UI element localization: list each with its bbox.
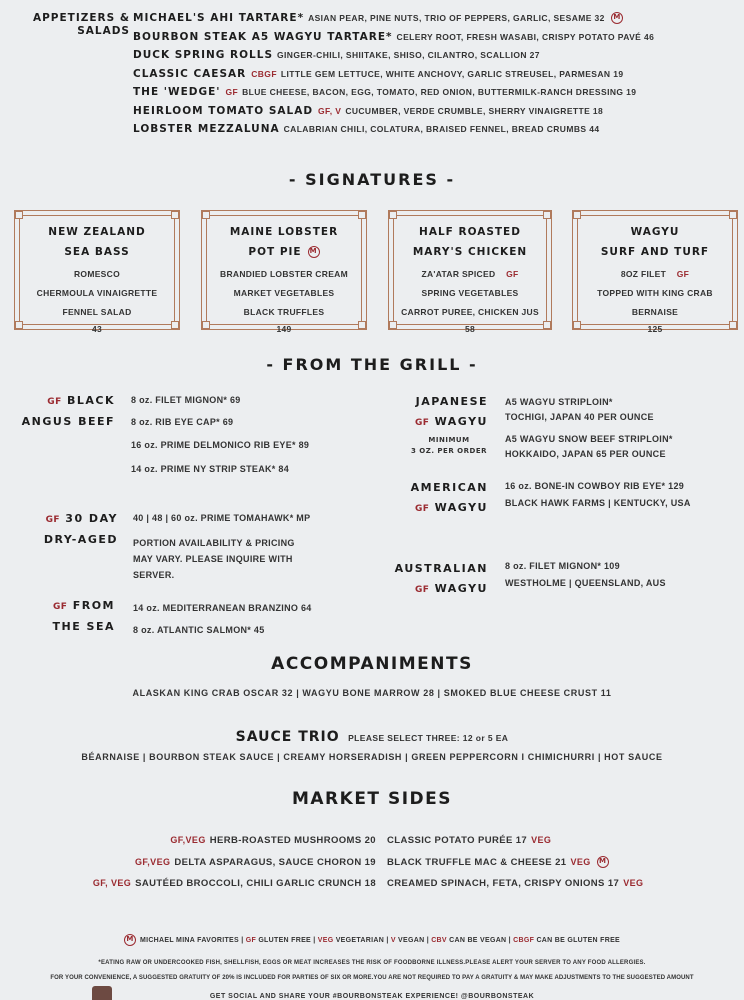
- american-h1: AMERICAN: [410, 481, 488, 494]
- grill-item: BLACK HAWK FARMS | KENTUCKY, USA: [505, 498, 691, 508]
- appetizer-name: LOBSTER MEZZALUNA: [133, 123, 280, 135]
- accompaniments-line: ALASKAN KING CRAB OSCAR 32 | WAGYU BONE MARROW 28 | SMOKED BLUE CHEESE CRUST 11: [132, 688, 612, 698]
- legend-label: MICHAEL MINA FAVORITES: [139, 936, 239, 944]
- per-order-note: 3 OZ. PER ORDER: [411, 447, 487, 455]
- side-name: CLASSIC POTATO PURÉE 17: [387, 835, 528, 846]
- signature-detail: 8OZ FILET GF: [620, 269, 690, 279]
- australian-wagyu-heading: [370, 559, 488, 600]
- signature-detail: ZA'ATAR SPICED GF: [421, 269, 519, 279]
- black-angus-h2: ANGUS BEEF: [21, 415, 115, 428]
- signature-card: [388, 210, 552, 334]
- appetizer-item: [133, 12, 733, 31]
- sauce-trio-line: BÉARNAISE | BOURBON STEAK SAUCE | CREAMY HORSERADISH | GREEN PEPPERCORN I CHIMICHURRI | HOT SAUCE: [81, 752, 663, 762]
- signature-card-inner: [206, 215, 362, 334]
- grill-item: 16 oz. BONE-IN COWBOY RIB EYE* 129: [505, 481, 685, 491]
- grill-item: 8 oz. ATLANTIC SALMON* 45: [133, 625, 265, 635]
- card-corner-ornament: [573, 321, 581, 329]
- diet-tag: CBGF: [251, 68, 277, 79]
- grill-item: 8 oz. FILET MIGNON* 69: [131, 395, 241, 405]
- legend: [0, 934, 744, 946]
- appetizers-heading: [18, 12, 130, 38]
- sauce-trio-heading: [0, 728, 744, 746]
- legend-separator: |: [384, 936, 391, 944]
- raw-food-warning: *EATING RAW OR UNDERCOOKED FISH, SHELLFISH, EGGS OR MEAT INCREASES THE RISK OF FOODBORNE ILLNESS.PLEASE ALERT YOUR SERVER TO ANY FOOD ALLERGIES.: [98, 960, 646, 966]
- grill-item: 8 oz. RIB EYE CAP* 69: [131, 416, 234, 427]
- minimum-note: MINIMUM: [428, 436, 470, 444]
- signature-detail: FENNEL SALAD: [62, 307, 132, 317]
- from-sea-h2: THE SEA: [52, 620, 115, 633]
- side-item: [40, 852, 376, 874]
- card-corner-ornament: [729, 321, 737, 329]
- signatures-title: - SIGNATURES -: [288, 170, 456, 189]
- gratuity-note: FOR YOUR CONVENIENCE, A SUGGESTED GRATUITY OF 20% IS INCLUDED FOR PARTIES OF SIX OR MORE.YOU ARE NOT REQUIRED TO PAY A GRATUITY & MAY MAKE ADJUSTMENTS TO THE SUGGESTED AMOUNT: [50, 975, 694, 981]
- signature-price: 149: [276, 324, 292, 334]
- signature-card: [201, 210, 367, 334]
- gf-tag: GF: [414, 418, 430, 428]
- diet-tag: GF,VEG: [134, 856, 171, 867]
- sauce-trio-note: PLEASE SELECT THREE: 12 or 5 EA: [348, 733, 509, 743]
- grill-item: A5 WAGYU STRIPLOIN*: [505, 397, 613, 407]
- card-corner-ornament: [171, 321, 179, 329]
- appetizer-name: DUCK SPRING ROLLS: [133, 49, 274, 61]
- legend-label: GLUTEN FREE: [258, 936, 312, 944]
- signature-title: MARY'S CHICKEN: [412, 246, 528, 258]
- signature-price: 43: [91, 324, 103, 334]
- gf-tag: GF: [674, 269, 690, 279]
- market-sides-left: [40, 830, 376, 895]
- side-item: [40, 830, 376, 852]
- signature-detail: TOPPED WITH KING CRAB: [597, 288, 713, 298]
- appetizer-name: MICHAEL'S AHI TARTARE*: [133, 12, 305, 24]
- diet-tag: GF: [225, 87, 239, 97]
- appetizer-description: ASIAN PEAR, PINE NUTS, TRIO OF PEPPERS, GARLIC, SESAME 32: [308, 13, 605, 23]
- signature-title: MAINE LOBSTER: [229, 226, 339, 238]
- signature-detail: BERNAISE: [631, 307, 679, 317]
- grill-item: HOKKAIDO, JAPAN 65 PER OUNCE: [505, 449, 666, 459]
- market-sides-title: MARKET SIDES: [291, 789, 452, 809]
- from-sea-heading: [10, 596, 115, 637]
- signature-title: POT PIE M: [207, 242, 361, 262]
- american-wagyu-heading: [380, 478, 488, 519]
- grill-item: 16 oz. PRIME DELMONICO RIB EYE* 89: [131, 440, 310, 450]
- michael-mina-logo-icon: M: [124, 934, 136, 946]
- black-angus-heading: [10, 391, 115, 432]
- appetizer-description: CUCUMBER, VERDE CRUMBLE, SHERRY VINAIGRETTE 18: [345, 105, 604, 116]
- appetizer-description: CELERY ROOT, FRESH WASABI, CRISPY POTATO PAVÉ 46: [396, 31, 655, 42]
- grill-note: PORTION AVAILABILITY & PRICING: [133, 538, 295, 548]
- appetizer-name: BOURBON STEAK A5 WAGYU TARTARE*: [133, 30, 393, 43]
- diet-tag: GF, VEG: [92, 878, 132, 888]
- signature-price: 58: [464, 324, 476, 334]
- market-sides-right: [387, 830, 727, 895]
- side-name: SAUTÉED BROCCOLI, CHILI GARLIC CRUNCH 18: [135, 878, 376, 889]
- american-h2: WAGYU: [434, 501, 488, 514]
- appetizer-item: [133, 49, 733, 68]
- grill-item: 40 | 48 | 60 oz. PRIME TOMAHAWK* MP: [133, 513, 311, 523]
- japanese-wagyu-heading: [380, 392, 488, 457]
- card-corner-ornament: [15, 321, 23, 329]
- side-item: [387, 873, 727, 895]
- card-corner-ornament: [171, 211, 179, 219]
- card-corner-ornament: [202, 211, 210, 219]
- side-name: DELTA ASPARAGUS, SAUCE CHORON 19: [174, 856, 376, 868]
- dry-aged-items: [133, 510, 310, 583]
- australian-h1: AUSTRALIAN: [394, 562, 488, 575]
- card-corner-ornament: [202, 321, 210, 329]
- grill-item: 14 oz. MEDITERRANEAN BRANZINO 64: [133, 603, 312, 613]
- appetizer-name: HEIRLOOM TOMATO SALAD: [133, 104, 314, 117]
- legend-separator: |: [424, 936, 432, 944]
- signature-title: SEA BASS: [64, 246, 130, 258]
- side-item: [387, 852, 727, 874]
- legend-label: CAN BE VEGAN: [449, 936, 507, 944]
- card-corner-ornament: [573, 211, 581, 219]
- card-corner-ornament: [15, 211, 23, 219]
- appetizer-description: BLUE CHEESE, BACON, EGG, TOMATO, RED ONION, BUTTERMILK-RANCH DRESSING 19: [242, 87, 637, 97]
- dry-aged-h2: DRY-AGED: [43, 533, 118, 546]
- gf-tag: GF: [45, 515, 60, 525]
- grill-item: A5 WAGYU SNOW BEEF STRIPLOIN*: [505, 434, 673, 444]
- signature-card-inner: [393, 215, 547, 334]
- appetizer-item: [133, 123, 733, 142]
- japanese-wagyu-items: [505, 395, 673, 462]
- gf-tag: GF: [414, 585, 430, 595]
- gf-tag: GF: [47, 397, 62, 407]
- black-angus-h1: BLACK: [66, 394, 115, 407]
- appetizer-description: GINGER-CHILI, SHIITAKE, SHISO, CILANTRO, SCALLION 27: [277, 50, 540, 60]
- appetizers-list: [133, 12, 733, 142]
- from-sea-items: [133, 597, 312, 641]
- appetizer-item: [133, 86, 733, 105]
- gf-tag: GF: [503, 269, 519, 279]
- signature-detail: CARROT PUREE, CHICKEN JUS: [401, 307, 539, 317]
- australian-h2: WAGYU: [434, 582, 488, 595]
- diet-tag: VEG: [531, 835, 552, 845]
- appetizer-name: CLASSIC CAESAR: [133, 67, 247, 80]
- gf-tag: GF: [53, 602, 68, 612]
- side-name: CREAMED SPINACH, FETA, CRISPY ONIONS 17: [387, 878, 620, 889]
- legend-tag: VEG: [317, 936, 336, 944]
- legend-separator: |: [238, 936, 246, 944]
- american-wagyu-items: [505, 478, 691, 512]
- legend-separator: |: [506, 936, 514, 944]
- signature-price: 125: [647, 324, 663, 334]
- legend-tag: CBGF: [513, 936, 537, 944]
- side-item: [40, 873, 376, 895]
- signature-title: HALF ROASTED: [419, 226, 521, 238]
- japanese-h2: WAGYU: [434, 415, 488, 428]
- black-angus-items: [131, 390, 309, 481]
- grill-note: MAY VARY. PLEASE INQUIRE WITH: [133, 554, 293, 564]
- signature-detail: ROMESCO: [73, 269, 121, 279]
- signature-card: [14, 210, 180, 334]
- michael-mina-logo-icon: M: [597, 856, 609, 868]
- diet-tag: GF,VEG: [170, 835, 206, 845]
- michael-mina-logo-icon: M: [308, 246, 320, 258]
- social-line: GET SOCIAL AND SHARE YOUR #BOURBONSTEAK EXPERIENCE! @BOURBONSTEAK: [209, 993, 535, 1000]
- diet-tag: GF, V: [318, 105, 342, 116]
- grill-title: - FROM THE GRILL -: [266, 355, 478, 374]
- legend-label: CAN BE GLUTEN FREE: [536, 936, 621, 944]
- card-corner-ornament: [543, 211, 551, 219]
- signature-title: NEW ZEALAND: [48, 226, 146, 238]
- grill-item: 8 oz. FILET MIGNON* 109: [505, 561, 620, 571]
- accompaniments-title: ACCOMPANIMENTS: [271, 654, 473, 674]
- dry-aged-h1: 30 DAY: [65, 512, 118, 525]
- legend-label: VEGETARIAN: [335, 936, 385, 944]
- appetizers-heading-line2: SALADS: [77, 25, 130, 37]
- grill-item: TOCHIGI, JAPAN 40 PER OUNCE: [505, 412, 654, 422]
- card-corner-ornament: [358, 321, 366, 329]
- gf-tag: GF: [414, 504, 430, 514]
- appetizer-name: THE 'WEDGE': [133, 86, 221, 98]
- signature-card: [572, 210, 738, 334]
- card-corner-ornament: [358, 211, 366, 219]
- grill-note: SERVER.: [133, 570, 175, 580]
- legend-tag: GF: [245, 936, 259, 944]
- card-corner-ornament: [389, 321, 397, 329]
- legend-label: VEGAN: [398, 936, 425, 944]
- japanese-h1: JAPANESE: [415, 395, 488, 408]
- signature-detail: CHERMOULA VINAIGRETTE: [36, 288, 158, 298]
- legend-tag: V: [390, 936, 399, 944]
- card-corner-ornament: [729, 211, 737, 219]
- side-name: HERB-ROASTED MUSHROOMS 20: [209, 835, 376, 846]
- appetizer-item: [133, 68, 733, 87]
- appetizer-item: [133, 105, 733, 124]
- card-corner-ornament: [389, 211, 397, 219]
- side-name: BLACK TRUFFLE MAC & CHEESE 21: [387, 856, 567, 868]
- signature-card-inner: [19, 215, 175, 334]
- side-item: [387, 830, 727, 852]
- signature-detail: MARKET VEGETABLES: [233, 288, 335, 298]
- appetizers-heading-line1: APPETIZERS &: [32, 12, 130, 24]
- signature-title: WAGYU: [630, 226, 680, 238]
- legend-separator: |: [311, 936, 318, 944]
- appetizer-item: [133, 31, 733, 50]
- appetizer-description: LITTLE GEM LETTUCE, WHITE ANCHOVY, GARLIC STREUSEL, PARMESAN 19: [280, 68, 624, 79]
- from-sea-h1: FROM: [72, 599, 115, 612]
- signature-detail: BRANDIED LOBSTER CREAM: [220, 269, 348, 279]
- michael-mina-logo-icon: M: [611, 12, 623, 24]
- sauce-trio-title: SAUCE TRIO: [235, 729, 340, 745]
- appetizer-description: CALABRIAN CHILI, COLATURA, BRAISED FENNEL, BREAD CRUMBS 44: [283, 124, 600, 134]
- australian-wagyu-items: [505, 558, 666, 592]
- grill-item: WESTHOLME | QUEENSLAND, AUS: [505, 578, 666, 588]
- dry-aged-heading: [10, 509, 118, 550]
- signature-title: SURF AND TURF: [600, 246, 710, 258]
- signature-card-inner: [577, 215, 733, 334]
- diet-tag: VEG: [623, 878, 644, 888]
- signature-detail: BLACK TRUFFLES: [243, 307, 325, 317]
- grill-item: 14 oz. PRIME NY STRIP STEAK* 84: [131, 463, 290, 474]
- legend-tag: CBV: [431, 936, 450, 944]
- card-corner-ornament: [543, 321, 551, 329]
- diet-tag: VEG: [570, 856, 591, 867]
- signature-detail: SPRING VEGETABLES: [421, 288, 519, 298]
